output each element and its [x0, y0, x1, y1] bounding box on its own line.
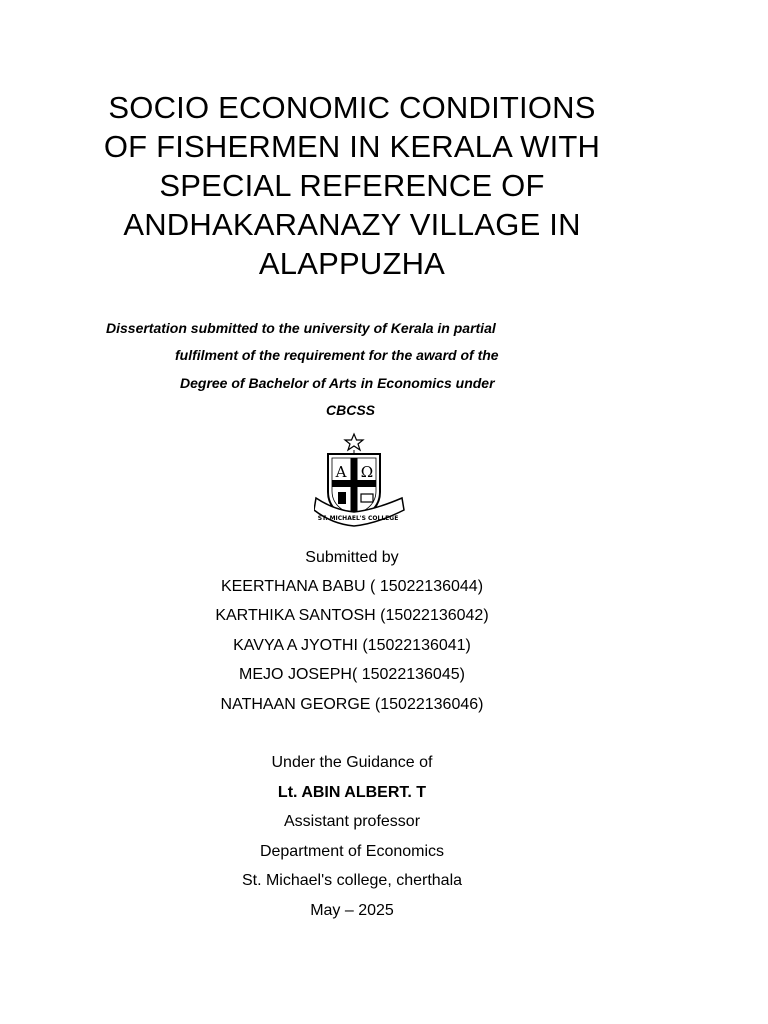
submission-date: May – 2025 [310, 902, 394, 919]
title-line: SOCIO ECONOMIC CONDITIONS [108, 90, 596, 125]
student-entry: KEERTHANA BABU ( 15022136044) [220, 578, 484, 595]
title-line: ALAPPUZHA [258, 246, 446, 281]
college-emblem-icon [314, 432, 406, 532]
student-entry: MEJO JOSEPH( 15022136045) [239, 666, 465, 683]
dissertation-line: Degree of Bachelor of Arts in Economics under [180, 375, 495, 391]
student-entry: KARTHIKA SANTOSH (15022136042) [215, 607, 489, 624]
title-line: SPECIAL REFERENCE OF [159, 168, 545, 203]
alpha-symbol: A [335, 463, 347, 481]
department: Department of Economics [259, 843, 445, 860]
dissertation-line: fulfilment of the requirement for the award of the [175, 347, 499, 363]
student-entry: KAVYA A JYOTHI (15022136041) [233, 637, 471, 654]
title-line: ANDHAKARANAZY VILLAGE IN [123, 207, 581, 242]
student-entry: NATHAAN GEORGE (15022136046) [220, 696, 484, 713]
omega-symbol: Ω [360, 463, 374, 481]
guide-name: Lt. ABIN ALBERT. T [277, 784, 427, 801]
thesis-title [60, 88, 644, 283]
submitted-by-label: Submitted by [305, 549, 399, 566]
dissertation-line: Dissertation submitted to the university of Kerala in partial [106, 320, 496, 336]
guidance-label: Under the Guidance of [271, 754, 433, 771]
ribbon-text: ST. MICHAEL'S COLLEGE [317, 515, 399, 522]
title-line: OF FISHERMEN IN KERALA WITH [103, 129, 601, 164]
dissertation-line: CBCSS [326, 402, 376, 418]
college-name: St. Michael's college, cherthala [241, 872, 463, 889]
guide-title: Assistant professor [283, 813, 421, 830]
